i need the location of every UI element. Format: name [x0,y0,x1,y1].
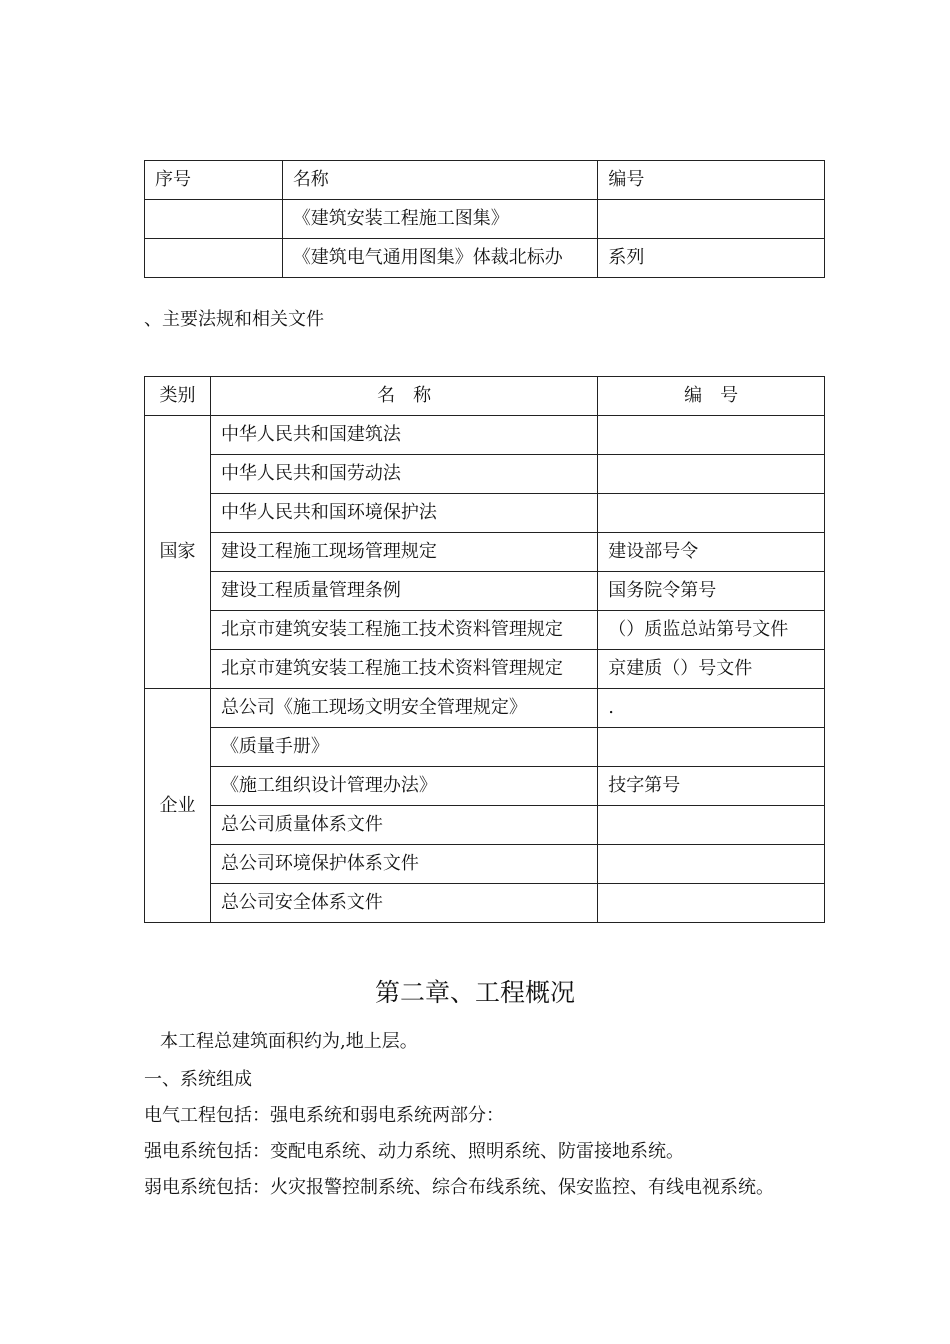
table-header-row [145,161,825,200]
table-row [145,611,825,650]
table-cell: 北京市建筑安装工程施工技术资料管理规定 [210,650,597,689]
table-cell: 技字第号 [598,767,825,806]
table-header-row [145,377,825,416]
standards-table [144,160,825,278]
table-cell: 《质量手册》 [210,728,597,767]
table-row [145,884,825,923]
table-cell [145,200,283,239]
table-cell [598,416,825,455]
table-cell: 建设工程质量管理条例 [210,572,597,611]
table-row [145,650,825,689]
header-cell: 序号 [145,161,283,200]
table-cell: 《建筑安装工程施工图集》 [282,200,598,239]
table-cell [598,845,825,884]
table-row [145,455,825,494]
regulations-table [144,376,825,923]
table-cell: 《建筑电气通用图集》体裁北标办 [282,239,598,278]
table-row [145,494,825,533]
table-cell [598,455,825,494]
table-row [145,728,825,767]
section-title: 、主要法规和相关文件 [144,309,324,330]
table-cell: 建设工程施工现场管理规定 [210,533,597,572]
table-cell: 系列 [598,239,825,278]
table-cell: 《施工组织设计管理办法》 [210,767,597,806]
header-cell: 名称 [282,161,598,200]
category-cell: 企业 [145,689,211,923]
category-cell: 国家 [145,416,211,689]
table-cell: 总公司质量体系文件 [210,806,597,845]
table-cell: 京建质（）号文件 [598,650,825,689]
header-cell: 编 号 [598,377,825,416]
table-cell [598,200,825,239]
header-cell: 类别 [145,377,211,416]
table-row [145,239,825,278]
table-cell [598,806,825,845]
header-cell: 编号 [598,161,825,200]
table-cell: 中华人民共和国建筑法 [210,416,597,455]
table-cell: . [598,689,825,728]
table-cell [598,884,825,923]
body-paragraph: 强电系统包括：变配电系统、动力系统、照明系统、防雷接地系统。 [144,1141,684,1162]
body-paragraph: 本工程总建筑面积约为,地上层。 [160,1031,418,1052]
header-cell: 名 称 [210,377,597,416]
table-cell [145,239,283,278]
table-cell: 总公司安全体系文件 [210,884,597,923]
table-row [145,416,825,455]
table-cell [598,728,825,767]
table-cell: 总公司《施工现场文明安全管理规定》 [210,689,597,728]
body-paragraph: 弱电系统包括：火灾报警控制系统、综合布线系统、保安监控、有线电视系统。 [144,1177,774,1198]
table-cell [598,494,825,533]
table-row [145,533,825,572]
table-cell: 总公司环境保护体系文件 [210,845,597,884]
table-row [145,767,825,806]
table-cell: 建设部号令 [598,533,825,572]
body-paragraph: 电气工程包括：强电系统和弱电系统两部分： [144,1105,504,1126]
table-row [145,806,825,845]
table-cell: （）质监总站第号文件 [598,611,825,650]
chapter-title: 第二章、工程概况 [374,978,575,1007]
subsection-heading: 一、系统组成 [144,1069,252,1090]
table-row [145,572,825,611]
table-row [145,200,825,239]
table-row [145,689,825,728]
table-cell: 北京市建筑安装工程施工技术资料管理规定 [210,611,597,650]
table-cell: 中华人民共和国环境保护法 [210,494,597,533]
table-cell: 中华人民共和国劳动法 [210,455,597,494]
table-cell: 国务院令第号 [598,572,825,611]
table-row [145,845,825,884]
